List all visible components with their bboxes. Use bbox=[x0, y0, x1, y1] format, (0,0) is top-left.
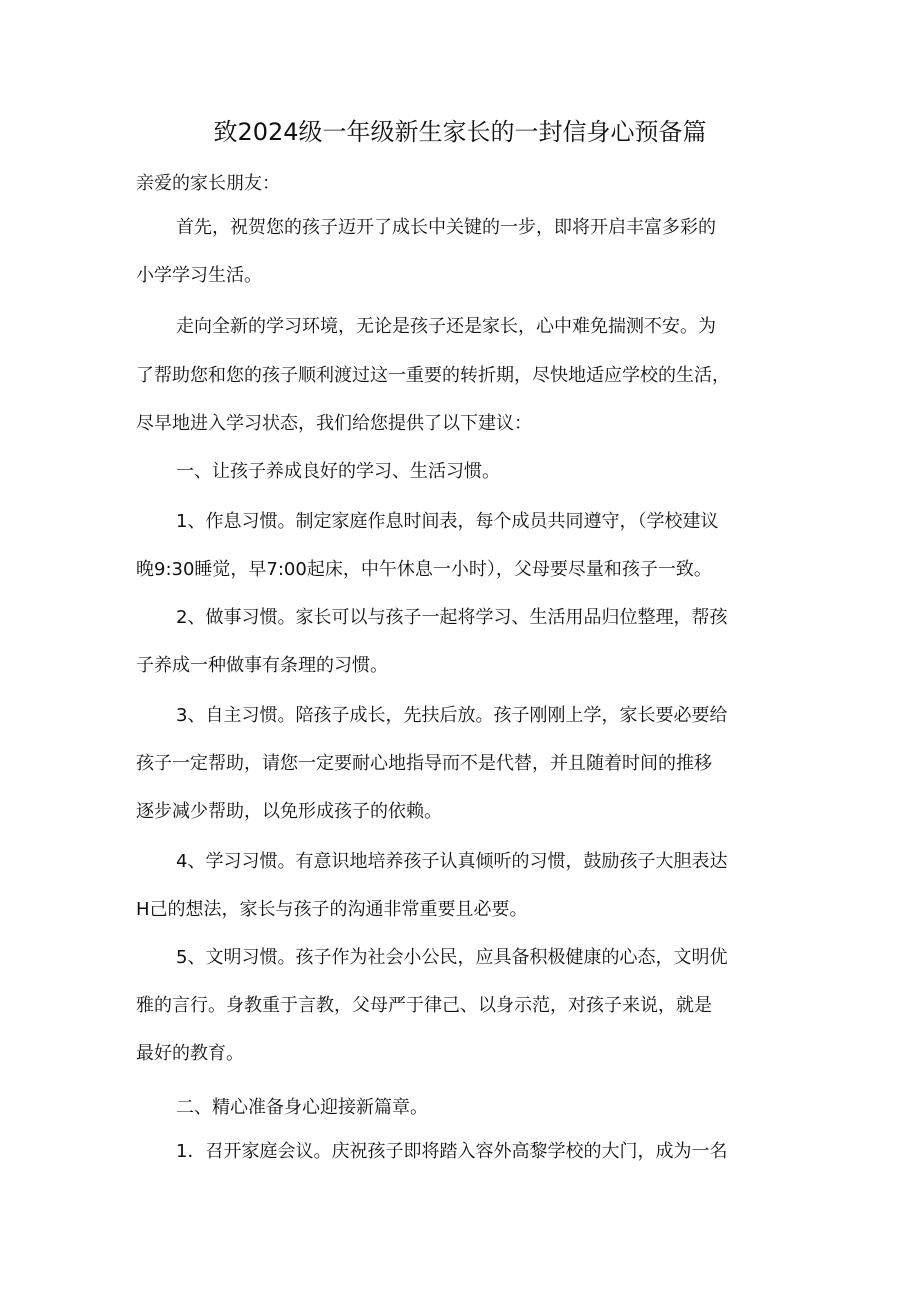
paragraph-line: 了帮助您和您的孩子顺利渡过这一重要的转折期，尽快地适应学校的生活， bbox=[136, 365, 730, 386]
paragraph-line: 雅的言行。身教重于言教，父母严于律己、以身示范，对孩子来说，就是 bbox=[136, 995, 712, 1016]
paragraph-line: 子养成一种做事有条理的习惯。 bbox=[136, 655, 388, 676]
paragraph-line: 小学学习生活。 bbox=[136, 265, 262, 286]
paragraph-line: 1．召开家庭会议。庆祝孩子即将踏入容外高黎学校的大门，成为一名 bbox=[176, 1141, 728, 1162]
paragraph-line: 3、自主习惯。陪孩子成长，先扶后放。孩子刚刚上学，家长要必要给 bbox=[176, 705, 728, 726]
paragraph-line: 1、作息习惯。制定家庭作息时间表，每个成员共同遵守，（学校建议 bbox=[176, 511, 719, 532]
paragraph-line: 走向全新的学习环境，无论是孩子还是家长，心中难免揣测不安。为 bbox=[176, 316, 716, 337]
section-heading: 二、精心准备身心迎接新篇章。 bbox=[176, 1097, 428, 1118]
paragraph-line: 孩子一定帮助，请您一定要耐心地指导而不是代替，并且随着时间的推移 bbox=[136, 753, 712, 774]
paragraph-line: 4、学习习惯。有意识地培养孩子认真倾听的习惯，鼓励孩子大胆表达 bbox=[176, 851, 728, 872]
paragraph-line: 5、文明习惯。孩子作为社会小公民，应具备积极健康的心态，文明优 bbox=[176, 947, 728, 968]
paragraph-line: 2、做事习惯。家长可以与孩子一起将学习、生活用品归位整理，帮孩 bbox=[176, 607, 728, 628]
paragraph-line: H己的想法，家长与孩子的沟通非常重要且必要。 bbox=[136, 899, 528, 920]
paragraph-line: 首先，祝贺您的孩子迈开了成长中关键的一步，即将开启丰富多彩的 bbox=[176, 217, 716, 238]
paragraph-line: 最好的教育。 bbox=[136, 1043, 244, 1064]
paragraph-line: 尽早地进入学习状态，我们给您提供了以下建议： bbox=[136, 413, 532, 434]
section-heading: 一、让孩子养成良好的学习、生活习惯。 bbox=[176, 461, 500, 482]
document-title: 致2024级一年级新生家长的一封信身心预备篇 bbox=[213, 118, 707, 146]
paragraph-line: 晚9:30睡觉，早7:00起床，中午休息一小时），父母要尽量和孩子一致。 bbox=[136, 559, 712, 580]
salutation: 亲爱的家长朋友： bbox=[136, 173, 280, 194]
paragraph-line: 逐步减少帮助，以免形成孩子的依赖。 bbox=[136, 801, 442, 822]
